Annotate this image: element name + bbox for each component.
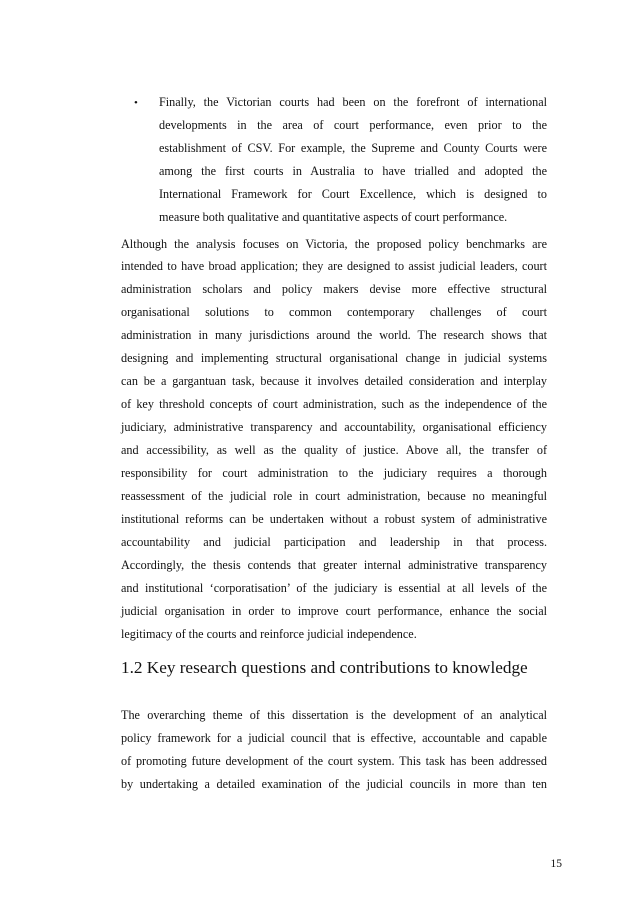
paragraph-line: policy framework for a judicial council that is effective, accountable and capable (121, 731, 547, 745)
paragraph-line: organisational solutions to common contemporary challenges of court (121, 305, 547, 319)
paragraph-line: Accordingly, the thesis contends that greater internal administrative transparency (121, 558, 547, 572)
section-heading: 1.2 Key research questions and contributions to knowledge (121, 658, 528, 677)
paragraph-line: responsibility for court administration to the judiciary requires a thorough (121, 466, 547, 480)
paragraph-line: and institutional ‘corporatisation’ of the judiciary is essential at all levels of the (121, 581, 547, 595)
paragraph-line: reassessment of the judicial role in court administration, because no meaningful (121, 489, 547, 503)
paragraph-line: of key threshold concepts of court administration, such as the independence of the (121, 397, 547, 411)
paragraph-line: and accessibility, as well as the quality of justice. Above all, the transfer of (121, 443, 547, 457)
bullet-line: measure both qualitative and quantitative aspects of court performance. (159, 210, 508, 224)
paragraph-line: The overarching theme of this dissertation is the development of an analytical (121, 708, 547, 722)
paragraph-line: administration scholars and policy makers devise more effective structural (121, 282, 547, 296)
page-number: 15 (550, 858, 562, 870)
bullet-line: establishment of CSV. For example, the Supreme and County Courts were (159, 141, 547, 155)
bullet-line: developments in the area of court performance, even prior to the (159, 118, 547, 132)
bullet-line: Finally, the Victorian courts had been on the forefront of international (159, 95, 547, 109)
paragraph-line: institutional reforms can be undertaken without a robust system of administrative (121, 512, 547, 526)
paragraph-line: judiciary, administrative transparency and accountability, organisational efficiency (121, 420, 547, 434)
paragraph-line: of promoting future development of the court system. This task has been addressed (121, 754, 547, 768)
paragraph-line: administration in many jurisdictions around the world. The research shows that (121, 328, 547, 342)
paragraph-line: legitimacy of the courts and reinforce judicial independence. (121, 627, 417, 641)
paragraph-line: designing and implementing structural organisational change in judicial systems (121, 351, 547, 365)
paragraph-line: by undertaking a detailed examination of the judicial councils in more than ten (121, 777, 547, 791)
bullet-line: among the first courts in Australia to have trialled and adopted the (159, 164, 547, 178)
paragraph-line: judicial organisation in order to improve court performance, enhance the social (121, 604, 547, 618)
bullet-line: International Framework for Court Excellence, which is designed to (159, 187, 547, 201)
paragraph-line: accountability and judicial participation and leadership in that process. (121, 535, 547, 549)
bullet-marker: • (134, 97, 138, 109)
paragraph-line: Although the analysis focuses on Victoria, the proposed policy benchmarks are (121, 237, 547, 251)
paragraph-line: can be a gargantuan task, because it involves detailed consideration and interplay (121, 374, 547, 388)
paragraph-line: intended to have broad application; they are designed to assist judicial leaders, court (121, 259, 547, 273)
